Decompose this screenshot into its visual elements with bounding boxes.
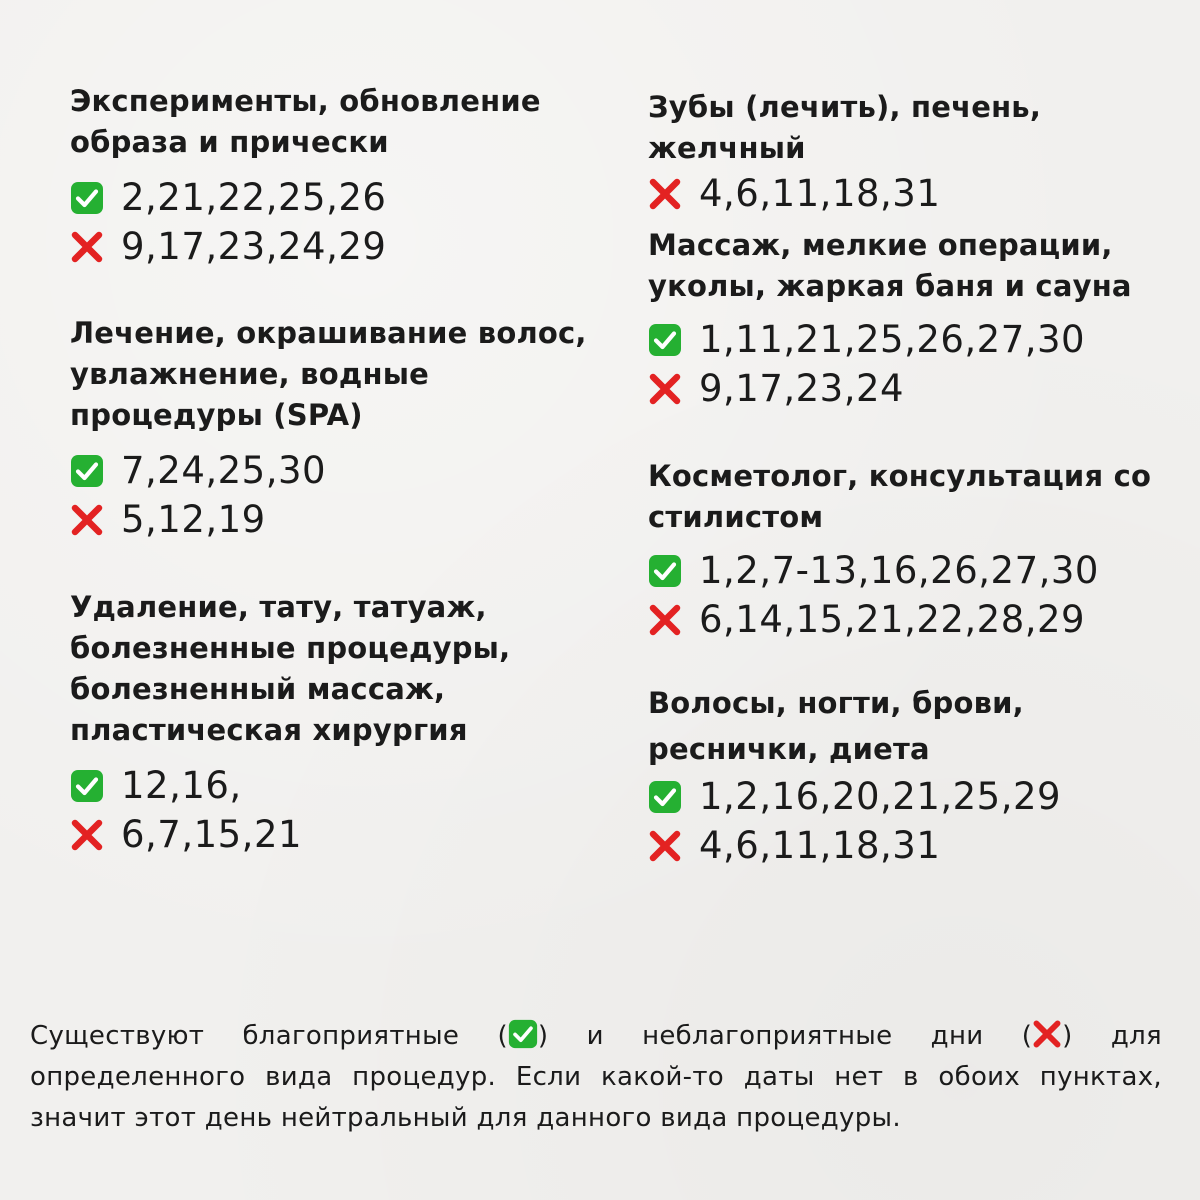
bad-days: 4,6,11,18,31 (699, 172, 941, 215)
bad-days: 6,14,15,21,22,28,29 (699, 598, 1086, 641)
footer-text: ) и неблагоприятные дни ( (537, 1021, 1033, 1051)
cross-icon (70, 818, 104, 852)
section-removal-tattoo (70, 587, 590, 859)
section-cosmetologist (648, 456, 1178, 644)
bad-days-row (648, 821, 1178, 870)
good-days-row (70, 446, 590, 495)
footer-text: ) для (1062, 1021, 1162, 1051)
good-days-row (648, 315, 1178, 364)
good-days: 7,24,25,30 (121, 449, 327, 492)
cross-icon (648, 603, 682, 637)
cross-icon (648, 177, 682, 211)
section-massage-sauna (648, 225, 1178, 413)
section-title: Косметолог, консультация со стилистом (648, 459, 1152, 534)
good-days: 1,2,7-13,16,26,27,30 (699, 549, 1099, 592)
bad-days: 9,17,23,24 (699, 367, 905, 410)
bad-days-row (648, 364, 1178, 413)
bad-days-row (648, 595, 1178, 644)
bad-days-row (70, 495, 590, 544)
cross-icon (70, 230, 104, 264)
good-days: 1,11,21,25,26,27,30 (699, 318, 1086, 361)
footer-line-1 (30, 1016, 1162, 1057)
cross-icon (70, 503, 104, 537)
cross-icon (648, 829, 682, 863)
bad-days: 6,7,15,21 (121, 813, 303, 856)
bad-days-row (648, 169, 1178, 218)
good-days: 12,16, (121, 764, 242, 807)
check-icon (648, 323, 682, 357)
section-teeth-liver (648, 87, 1178, 218)
section-title: Удаление, тату, татуаж, болезненные процедуры, болезненный массаж, пластическая хирургия (70, 590, 511, 747)
footer-text: Существуют благоприятные ( (30, 1021, 508, 1051)
bad-days: 5,12,19 (121, 498, 266, 541)
section-title: Массаж, мелкие операции, уколы, жаркая баня и сауна (648, 228, 1132, 303)
section-hair-treatment (70, 313, 590, 544)
section-title: Лечение, окрашивание волос, увлажнение, водные процедуры (SPA) (70, 316, 587, 432)
bad-days-row (70, 222, 590, 271)
good-days-row (648, 772, 1178, 821)
section-title: Волосы, ногти, брови, реснички, диета (648, 686, 1024, 766)
good-days: 1,2,16,20,21,25,29 (699, 775, 1062, 818)
good-days-row (648, 546, 1178, 595)
bad-days-row (70, 810, 590, 859)
bad-days: 9,17,23,24,29 (121, 225, 387, 268)
good-days-row (70, 173, 590, 222)
check-icon (648, 780, 682, 814)
check-icon (648, 554, 682, 588)
section-hair-nails-diet (648, 680, 1178, 870)
check-icon (70, 454, 104, 488)
good-days-row (70, 761, 590, 810)
cross-icon (1032, 1019, 1062, 1049)
footer-note (30, 1016, 1162, 1139)
footer-line-2: определенного вида процедур. Если какой-то даты нет в обоих пунктах, (30, 1062, 1162, 1092)
cross-icon (648, 372, 682, 406)
section-title: Зубы (лечить), печень, желчный (648, 90, 1042, 165)
section-title: Эксперименты, обновление образа и прически (70, 84, 541, 159)
good-days: 2,21,22,25,26 (121, 176, 387, 219)
section-experiments (70, 81, 590, 271)
check-icon (70, 769, 104, 803)
footer-line-3: значит этот день нейтральный для данного вида процедуры. (30, 1103, 901, 1133)
check-icon (70, 181, 104, 215)
check-icon (508, 1019, 538, 1049)
bad-days: 4,6,11,18,31 (699, 824, 941, 867)
